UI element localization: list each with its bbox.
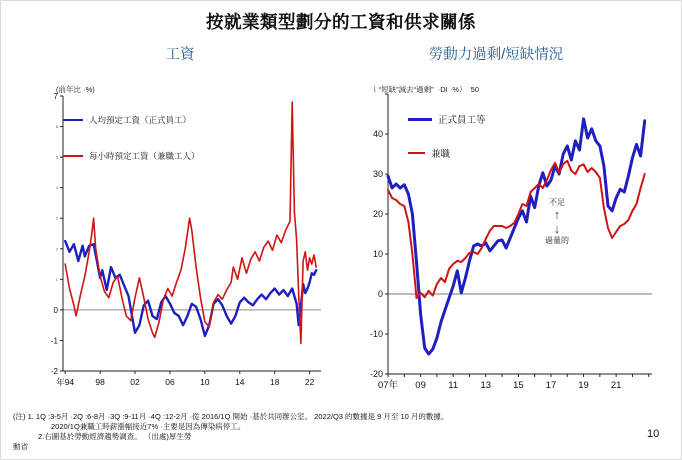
svg-text:0: 0 — [377, 289, 383, 299]
right-chart-subtitle: 勞動力過剩/短缺情況 — [428, 47, 564, 63]
svg-text:19: 19 — [578, 380, 589, 391]
svg-text:-10: -10 — [369, 329, 383, 339]
svg-text:13: 13 — [480, 380, 492, 391]
svg-text:0: 0 — [53, 305, 58, 315]
svg-text:18: 18 — [269, 377, 280, 387]
footnote-line-4: 動省 — [13, 442, 28, 451]
svg-text:98: 98 — [95, 377, 105, 387]
legend-label: 每小時預定工資（兼職工人） — [89, 151, 200, 161]
svg-text:7: 7 — [53, 92, 58, 101]
svg-text:02: 02 — [130, 377, 140, 387]
svg-text:6: 6 — [55, 124, 58, 130]
right-chart-axis-note: （ “短缺”減去“過剩” ·DI ·%） 50 — [369, 85, 479, 94]
regular-wage-line-swatch — [63, 119, 83, 121]
svg-text:14: 14 — [235, 377, 245, 387]
svg-text:15: 15 — [513, 380, 524, 391]
svg-text:30: 30 — [372, 169, 383, 179]
legend-item-regular-di — [408, 112, 486, 126]
legend-item-parttime-wage — [63, 150, 200, 162]
svg-text:07年: 07年 — [377, 380, 399, 391]
shortage-label: 不足 — [549, 198, 565, 207]
svg-text:-20: -20 — [369, 369, 383, 379]
svg-text:年94: 年94 — [56, 377, 75, 387]
regular-di-line-swatch — [408, 118, 432, 121]
wage-line-chart — [19, 79, 341, 414]
svg-text:10: 10 — [200, 377, 210, 387]
legend-label: 兼職 — [431, 149, 451, 160]
svg-text:22: 22 — [304, 377, 315, 387]
footnote-line-3: 2.右圖基於勞動經濟趨勢調查。 （出處)厚生勞 — [38, 432, 192, 441]
parttime-di-line-swatch — [408, 152, 425, 154]
arrow-up-icon: ↑ — [553, 207, 561, 222]
svg-text:-1: -1 — [50, 336, 58, 346]
svg-text:17: 17 — [545, 380, 557, 391]
svg-text:09: 09 — [415, 380, 426, 391]
svg-text:1: 1 — [55, 276, 58, 282]
legend-item-regular-wage — [63, 114, 191, 126]
svg-text:-2: -2 — [50, 367, 58, 376]
svg-text:2: 2 — [55, 246, 58, 252]
svg-text:40: 40 — [372, 129, 383, 139]
footnote-line-1: (注) 1. 1Q :3-5月 ·2Q :6-8月 ·3Q :9-11月 ·4Q :12-2月 ·從 2016/1Q 開始 ·基於共同辦公室。 2022/Q3 的數據是 9 月至 10 月的數據。 — [13, 412, 449, 421]
svg-text:3: 3 — [55, 215, 58, 221]
parttime-wage-line-swatch — [63, 155, 83, 157]
left-chart-subtitle: 工資 — [165, 47, 195, 63]
labor-di-line-chart — [356, 79, 661, 414]
svg-text:06: 06 — [165, 377, 175, 387]
page-number: 10 — [647, 428, 660, 440]
svg-text:4: 4 — [55, 185, 58, 191]
legend-label: 正式員工等 — [438, 115, 486, 126]
footnote-line-2: 2020/1Q兼職工時薪漲幅接近7% ·主要是因為傳染病停工。 — [51, 422, 246, 431]
page-title: 按就業類型劃分的工資和供求關係 — [206, 12, 476, 32]
legend-item-parttime-di — [408, 146, 450, 160]
arrow-down-icon: ↓ — [553, 220, 561, 236]
svg-text:20: 20 — [372, 209, 383, 219]
legend-label: 人均預定工資（正式員工） — [89, 115, 192, 125]
shortage-surplus-annotation — [537, 197, 577, 246]
left-chart-axis-note: (前年比 ·%) — [56, 85, 95, 94]
svg-text:10: 10 — [372, 249, 383, 259]
svg-text:21: 21 — [610, 380, 622, 391]
svg-text:5: 5 — [55, 154, 58, 160]
svg-text:11: 11 — [448, 380, 459, 391]
surplus-label: 過量的 — [545, 236, 569, 246]
